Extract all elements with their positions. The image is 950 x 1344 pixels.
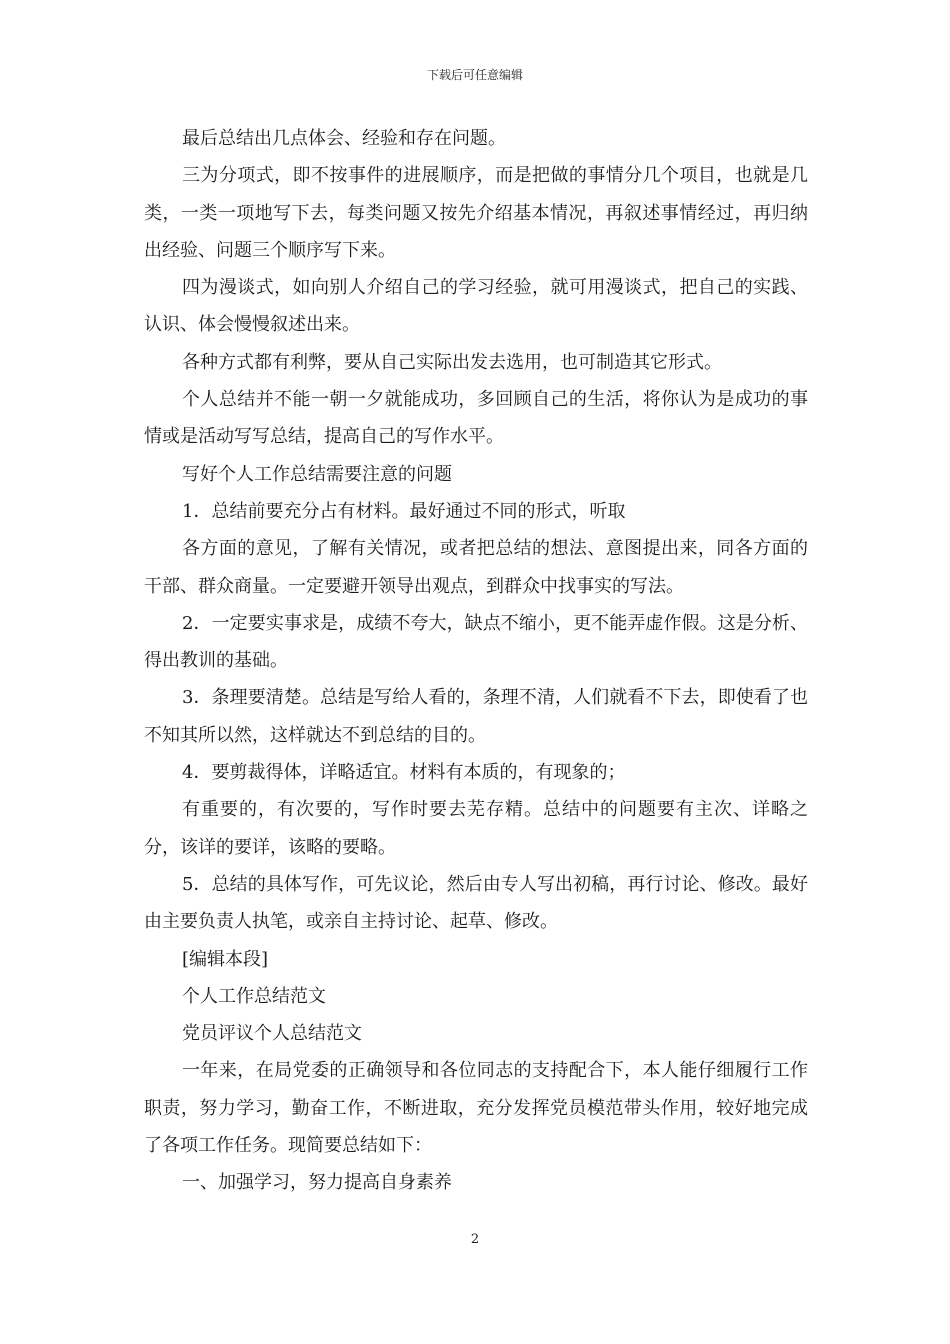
paragraph-17: 一年来，在局党委的正确领导和各位同志的支持配合下，本人能仔细履行工作职责，努力学习，勤奋工作，不断进取，充分发挥党员模范带头作用，较好地完成了各项工作任务。现简要总结如下： bbox=[144, 1060, 808, 1157]
paragraph-12: 有重要的，有次要的，写作时要去芜存精。总结中的问题要有主次、详略之分，该详的要详，该略的要略。 bbox=[144, 799, 808, 858]
paragraph-8: 各方面的意见，了解有关情况，或者把总结的想法、意图提出来，同各方面的干部、群众商量。一定要避开领导出观点，到群众中找事实的写法。 bbox=[144, 538, 808, 597]
paragraph-10: 3．条理要清楚。总结是写给人看的，条理不清，人们就看不下去，即使看了也不知其所以然，这样就达不到总结的目的。 bbox=[144, 687, 808, 746]
paragraph-2: 三为分项式，即不按事件的进展顺序，而是把做的事情分几个项目，也就是几类，一类一项地写下去，每类问题又按先介绍基本情况，再叙述事情经过，再归纳出经验、问题三个顺序写下来。 bbox=[144, 165, 808, 261]
document-body bbox=[144, 120, 808, 1202]
paragraph-11: 4．要剪裁得体，详略适宜。材料有本质的，有现象的； bbox=[182, 762, 626, 784]
paragraph-9: 2．一定要实事求是，成绩不夸大，缺点不缩小，更不能弄虚作假。这是分析、得出教训的基础。 bbox=[144, 612, 808, 672]
page-number: 2 bbox=[470, 1232, 480, 1247]
sample-heading: 个人工作总结范文 bbox=[182, 985, 326, 1007]
page-header: 下载后可任意编辑 bbox=[426, 68, 523, 82]
paragraph-7: 1．总结前要充分占有材料。最好通过不同的形式，听取 bbox=[182, 500, 626, 522]
subsection-heading: 一、加强学习，努力提高自身素养 bbox=[182, 1172, 452, 1194]
paragraph-3: 四为漫谈式，如向别人介绍自己的学习经验，就可用漫谈式，把自己的实践、认识、体会慢慢叙述出来。 bbox=[144, 277, 808, 336]
paragraph-13: 5．总结的具体写作，可先议论，然后由专人写出初稿，再行讨论、修改。最好由主要负责人执笔，或亲自主持讨论、起草、修改。 bbox=[144, 873, 808, 933]
edit-section-marker: [编辑本段] bbox=[182, 948, 269, 970]
sample-title: 党员评议个人总结范文 bbox=[182, 1023, 362, 1045]
paragraph-4: 各种方式都有利弊，要从自己实际出发去选用，也可制造其它形式。 bbox=[182, 351, 722, 373]
paragraph-1: 最后总结出几点体会、经验和存在问题。 bbox=[182, 128, 506, 149]
section-heading: 写好个人工作总结需要注意的问题 bbox=[182, 463, 452, 485]
paragraph-5: 个人总结并不能一朝一夕就能成功，多回顾自己的生活，将你认为是成功的事情或是活动写写总结，提高自己的写作水平。 bbox=[144, 389, 808, 448]
